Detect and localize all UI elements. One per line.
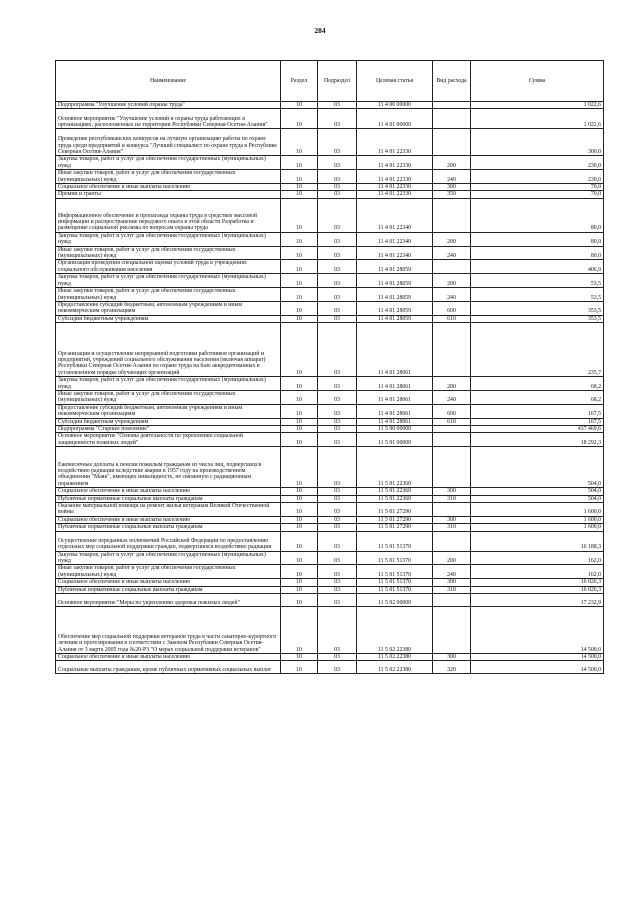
- cell-section: 10: [281, 503, 318, 517]
- cell-expense-type: [433, 109, 471, 129]
- cell-sum: 353,5: [471, 315, 604, 322]
- cell-name: Подпрограмма "Улучшение условий охраны труда": [56, 102, 281, 109]
- cell-sum: 16 188,3: [471, 531, 604, 551]
- cell-target-article: 11 5 01 51370: [357, 565, 433, 579]
- table-row: [56, 404, 604, 418]
- table-row: [56, 488, 604, 495]
- cell-target-article: 11 4 01 28059: [357, 274, 433, 288]
- cell-target-article: 11 4 01 22330: [357, 191, 433, 198]
- cell-expense-type: [433, 129, 471, 156]
- cell-target-article: 11 4 01 22340: [357, 246, 433, 260]
- cell-sum: 162,0: [471, 551, 604, 565]
- cell-subsection: 03: [318, 516, 357, 523]
- cell-section: 10: [281, 531, 318, 551]
- cell-subsection: 03: [318, 607, 357, 654]
- cell-name: Основное мероприятие "Меры по укреплению здоровья пожилых людей": [56, 594, 281, 607]
- cell-expense-type: [433, 433, 471, 447]
- cell-subsection: 03: [318, 418, 357, 425]
- cell-name: Организация и осуществление непрерывной подготовки работников организаций и предприятий, учреждений социального обслуживания населения (включая аппарат) Республики Северная Осетия-Алания по охране труда на базе аккредитованных в установленном порядке обучающих организаций: [56, 323, 281, 377]
- cell-section: 10: [281, 315, 318, 322]
- cell-expense-type: 310: [433, 524, 471, 531]
- cell-target-article: 11 5 01 27290: [357, 516, 433, 523]
- cell-name: Иные закупки товаров, работ и услуг для обеспечения государственных (муниципальных) нужд: [56, 246, 281, 260]
- cell-subsection: 03: [318, 301, 357, 315]
- cell-subsection: 03: [318, 404, 357, 418]
- cell-name: Предоставление субсидий бюджетным, автономным учреждениям и иным некоммерческим организациям: [56, 301, 281, 315]
- cell-sum: 300,0: [471, 129, 604, 156]
- cell-name: Социальное обеспечение и иные выплаты населению: [56, 184, 281, 191]
- table-row: [56, 191, 604, 198]
- cell-name: Подпрограмма "Старшее поколение": [56, 425, 281, 432]
- table-row: [56, 246, 604, 260]
- cell-expense-type: 320: [433, 661, 471, 674]
- cell-section: 10: [281, 425, 318, 432]
- cell-subsection: 03: [318, 531, 357, 551]
- cell-expense-type: 300: [433, 488, 471, 495]
- cell-section: 10: [281, 191, 318, 198]
- cell-subsection: 03: [318, 260, 357, 274]
- cell-section: 10: [281, 323, 318, 377]
- cell-expense-type: [433, 447, 471, 488]
- cell-target-article: 11 5 01 51370: [357, 586, 433, 593]
- cell-subsection: 03: [318, 288, 357, 302]
- cell-expense-type: 240: [433, 246, 471, 260]
- cell-sum: 53,5: [471, 274, 604, 288]
- cell-expense-type: [433, 503, 471, 517]
- cell-subsection: 03: [318, 390, 357, 404]
- cell-expense-type: 600: [433, 301, 471, 315]
- cell-subsection: 03: [318, 661, 357, 674]
- table-row: [56, 274, 604, 288]
- cell-expense-type: [433, 198, 471, 232]
- cell-name: Публичные нормативные социальные выплаты гражданам: [56, 495, 281, 502]
- cell-subsection: 03: [318, 586, 357, 593]
- header-sum: Сумма: [471, 61, 604, 102]
- cell-sum: 1 600,0: [471, 524, 604, 531]
- cell-expense-type: 600: [433, 404, 471, 418]
- cell-expense-type: 200: [433, 274, 471, 288]
- cell-section: 10: [281, 156, 318, 170]
- cell-section: 10: [281, 109, 318, 129]
- cell-sum: 68,2: [471, 377, 604, 391]
- cell-subsection: 03: [318, 447, 357, 488]
- cell-target-article: 11 4 01 00000: [357, 109, 433, 129]
- cell-subsection: 03: [318, 579, 357, 586]
- cell-name: Основное мероприятие "Основы деятельности по укреплению социальной защищенности пожилых людей": [56, 433, 281, 447]
- cell-subsection: 03: [318, 594, 357, 607]
- cell-target-article: 11 5 01 51370: [357, 531, 433, 551]
- cell-section: 10: [281, 102, 318, 109]
- cell-section: 10: [281, 418, 318, 425]
- cell-name: Иные закупки товаров, работ и услуг для обеспечения государственных (муниципальных) нужд: [56, 390, 281, 404]
- cell-section: 10: [281, 495, 318, 502]
- cell-target-article: 11 4 01 22330: [357, 184, 433, 191]
- cell-section: 10: [281, 129, 318, 156]
- table-row: [56, 301, 604, 315]
- cell-target-article: 11 5 00 00000: [357, 425, 433, 432]
- cell-target-article: 11 4 01 22330: [357, 170, 433, 184]
- header-section: Раздел: [281, 61, 318, 102]
- cell-name: Оказание материальной помощи на ремонт жилья ветеранам Великой Отечественной войны: [56, 503, 281, 517]
- table-row: [56, 503, 604, 517]
- cell-section: 10: [281, 404, 318, 418]
- cell-subsection: 03: [318, 488, 357, 495]
- cell-expense-type: 300: [433, 654, 471, 661]
- table-row: [56, 524, 604, 531]
- cell-subsection: 03: [318, 323, 357, 377]
- cell-expense-type: 310: [433, 586, 471, 593]
- budget-table: [55, 60, 604, 674]
- header-target-article: Целевая статья: [357, 61, 433, 102]
- cell-section: 10: [281, 390, 318, 404]
- cell-section: 10: [281, 551, 318, 565]
- cell-section: 10: [281, 246, 318, 260]
- cell-subsection: 03: [318, 198, 357, 232]
- cell-expense-type: [433, 323, 471, 377]
- cell-sum: 437 469,6: [471, 425, 604, 432]
- cell-name: Социальное обеспечение и иные выплаты населению: [56, 579, 281, 586]
- cell-target-article: 11 4 01 28059: [357, 288, 433, 302]
- cell-subsection: 03: [318, 191, 357, 198]
- cell-name: Организация проведения специальной оценки условий труда в учреждениях социального обслуживания населения: [56, 260, 281, 274]
- cell-sum: 1 600,0: [471, 503, 604, 517]
- cell-expense-type: 350: [433, 191, 471, 198]
- table-row: [56, 433, 604, 447]
- cell-name: Премии и гранты: [56, 191, 281, 198]
- cell-sum: 80,0: [471, 232, 604, 246]
- table-row: [56, 531, 604, 551]
- cell-section: 10: [281, 232, 318, 246]
- cell-expense-type: 240: [433, 390, 471, 404]
- table-row: [56, 418, 604, 425]
- cell-name: Закупка товаров, работ и услуг для обеспечения государственных (муниципальных) нужд: [56, 232, 281, 246]
- cell-target-article: 11 4 01 22340: [357, 232, 433, 246]
- table-row: [56, 516, 604, 523]
- table-row: [56, 661, 604, 674]
- cell-sum: 18 292,3: [471, 433, 604, 447]
- cell-sum: 53,5: [471, 288, 604, 302]
- cell-section: 10: [281, 301, 318, 315]
- cell-sum: 70,0: [471, 184, 604, 191]
- cell-section: 10: [281, 661, 318, 674]
- cell-sum: 14 500,0: [471, 654, 604, 661]
- cell-target-article: 11 5 02 22380: [357, 654, 433, 661]
- cell-section: 10: [281, 274, 318, 288]
- table-row: [56, 323, 604, 377]
- cell-sum: 68,2: [471, 390, 604, 404]
- table-body: [56, 102, 604, 674]
- cell-target-article: 11 4 00 00000: [357, 102, 433, 109]
- cell-expense-type: 610: [433, 418, 471, 425]
- cell-target-article: 11 4 01 22330: [357, 156, 433, 170]
- cell-target-article: 11 5 01 27290: [357, 503, 433, 517]
- table-row: [56, 260, 604, 274]
- cell-subsection: 03: [318, 129, 357, 156]
- cell-subsection: 03: [318, 377, 357, 391]
- cell-name: Закупка товаров, работ и услуг для обеспечения государственных (муниципальных) нужд: [56, 377, 281, 391]
- cell-expense-type: 300: [433, 579, 471, 586]
- cell-section: 10: [281, 586, 318, 593]
- cell-subsection: 03: [318, 156, 357, 170]
- cell-sum: 1 022,6: [471, 102, 604, 109]
- cell-expense-type: [433, 102, 471, 109]
- cell-section: 10: [281, 198, 318, 232]
- cell-sum: 230,0: [471, 170, 604, 184]
- cell-section: 10: [281, 565, 318, 579]
- table-row: [56, 102, 604, 109]
- cell-target-article: 11 4 01 22330: [357, 129, 433, 156]
- cell-section: 10: [281, 377, 318, 391]
- cell-section: 10: [281, 524, 318, 531]
- cell-subsection: 03: [318, 495, 357, 502]
- cell-expense-type: 200: [433, 377, 471, 391]
- table-row: [56, 315, 604, 322]
- cell-expense-type: 310: [433, 495, 471, 502]
- table-row: [56, 594, 604, 607]
- cell-name: Субсидии бюджетным учреждениям: [56, 418, 281, 425]
- cell-sum: 504,0: [471, 488, 604, 495]
- cell-sum: 353,5: [471, 301, 604, 315]
- cell-expense-type: [433, 425, 471, 432]
- header-expense-type: Вид расхода: [433, 61, 471, 102]
- cell-sum: 167,5: [471, 404, 604, 418]
- cell-sum: 80,0: [471, 198, 604, 232]
- table-row: [56, 607, 604, 654]
- cell-subsection: 03: [318, 565, 357, 579]
- cell-sum: 14 500,0: [471, 607, 604, 654]
- cell-sum: 70,0: [471, 191, 604, 198]
- cell-expense-type: 200: [433, 232, 471, 246]
- header-subsection: Подраздел: [318, 61, 357, 102]
- table-row: [56, 198, 604, 232]
- cell-target-article: 11 4 01 28059: [357, 260, 433, 274]
- cell-target-article: 11 5 01 51370: [357, 551, 433, 565]
- table-row: [56, 288, 604, 302]
- header-name: Наименование: [56, 61, 281, 102]
- cell-subsection: 03: [318, 184, 357, 191]
- cell-target-article: 11 4 01 28061: [357, 377, 433, 391]
- cell-sum: 504,0: [471, 495, 604, 502]
- cell-section: 10: [281, 654, 318, 661]
- cell-subsection: 03: [318, 551, 357, 565]
- cell-sum: 14 500,0: [471, 661, 604, 674]
- cell-sum: 504,0: [471, 447, 604, 488]
- cell-subsection: 03: [318, 524, 357, 531]
- cell-sum: 406,9: [471, 260, 604, 274]
- cell-section: 10: [281, 594, 318, 607]
- cell-target-article: 11 4 01 28061: [357, 390, 433, 404]
- cell-sum: 16 026,3: [471, 586, 604, 593]
- cell-name: Проведение республиканских конкурсов на лучшую организацию работы по охране труда среди предприятий и конкурса "Лучший специалист по охране труда в Республике Северная Осетия-Алания": [56, 129, 281, 156]
- cell-target-article: 11 5 01 22360: [357, 447, 433, 488]
- table-row: [56, 551, 604, 565]
- cell-target-article: 11 5 02 00000: [357, 594, 433, 607]
- cell-section: 10: [281, 579, 318, 586]
- table-row: [56, 425, 604, 432]
- cell-name: Осуществление переданных полномочий Российской Федерации по предоставлению отдельных мер социальной поддержки граждан, подвергшихся воздействию радиации: [56, 531, 281, 551]
- cell-target-article: 11 4 01 22340: [357, 198, 433, 232]
- cell-expense-type: 300: [433, 184, 471, 191]
- table-row: [56, 377, 604, 391]
- cell-name: Информационное обеспечение и пропаганда охраны труда в средствах массовой информации и распространение передового опыта в этой области Разработка и размещение социальной рекламы по вопросам охраны труда: [56, 198, 281, 232]
- cell-name: Социальное обеспечение и иные выплаты населению: [56, 488, 281, 495]
- table-row: [56, 232, 604, 246]
- cell-target-article: 11 5 02 22380: [357, 661, 433, 674]
- cell-target-article: 11 5 01 51370: [357, 579, 433, 586]
- cell-section: 10: [281, 447, 318, 488]
- cell-name: Обеспечение мер социальной поддержки ветеранов труда в части санаторно-курортного лечения и протезирования в соответствии с Законом Республики Северная Осетия-Алания от 3 марта 2005 года №20-РЗ "О мерах социальной поддержки ветеранов": [56, 607, 281, 654]
- cell-sum: 235,7: [471, 323, 604, 377]
- cell-target-article: 11 4 01 28061: [357, 323, 433, 377]
- cell-subsection: 03: [318, 503, 357, 517]
- table-row: [56, 447, 604, 488]
- cell-subsection: 03: [318, 170, 357, 184]
- table-row: [56, 170, 604, 184]
- cell-expense-type: 300: [433, 516, 471, 523]
- cell-name: Закупка товаров, работ и услуг для обеспечения государственных (муниципальных) нужд: [56, 274, 281, 288]
- page-number: 284: [314, 26, 326, 35]
- cell-target-article: 11 4 01 28059: [357, 315, 433, 322]
- cell-expense-type: [433, 607, 471, 654]
- cell-subsection: 03: [318, 232, 357, 246]
- table-row: [56, 129, 604, 156]
- cell-expense-type: [433, 594, 471, 607]
- cell-name: Иные закупки товаров, работ и услуг для обеспечения государственных (муниципальных) нужд: [56, 288, 281, 302]
- table-row: [56, 184, 604, 191]
- table-header-row: [56, 61, 604, 102]
- cell-sum: 230,0: [471, 156, 604, 170]
- cell-target-article: 11 5 01 27290: [357, 524, 433, 531]
- cell-target-article: 11 4 01 28059: [357, 301, 433, 315]
- table-row: [56, 156, 604, 170]
- cell-sum: 16 026,3: [471, 579, 604, 586]
- cell-name: Иные закупки товаров, работ и услуг для обеспечения государственных (муниципальных) нужд: [56, 170, 281, 184]
- cell-sum: 80,0: [471, 246, 604, 260]
- table-row: [56, 565, 604, 579]
- cell-target-article: 11 5 01 22360: [357, 495, 433, 502]
- table-row: [56, 579, 604, 586]
- cell-subsection: 03: [318, 102, 357, 109]
- cell-sum: 1 022,6: [471, 109, 604, 129]
- cell-section: 10: [281, 607, 318, 654]
- cell-subsection: 03: [318, 315, 357, 322]
- cell-name: Предоставление субсидий бюджетным, автономным учреждениям и иным некоммерческим организациям: [56, 404, 281, 418]
- cell-section: 10: [281, 260, 318, 274]
- cell-expense-type: 610: [433, 315, 471, 322]
- cell-name: Ежемесячные доплаты к пенсии пожилым гражданам из числа лиц, подвергшихся воздействию радиации вследствие аварии в 1957 году на производственном объединении "Маяк", имеющих инвалидность, не связанную с радиационным поражением: [56, 447, 281, 488]
- cell-expense-type: 200: [433, 551, 471, 565]
- cell-subsection: 03: [318, 425, 357, 432]
- cell-target-article: 11 4 01 28061: [357, 404, 433, 418]
- table-row: [56, 495, 604, 502]
- cell-section: 10: [281, 516, 318, 523]
- cell-name: Публичные нормативные социальные выплаты гражданам: [56, 586, 281, 593]
- table-row: [56, 586, 604, 593]
- table-row: [56, 654, 604, 661]
- cell-name: Социальные выплаты гражданам, кроме публичных нормативных социальных выплат: [56, 661, 281, 674]
- cell-subsection: 03: [318, 433, 357, 447]
- cell-expense-type: 240: [433, 170, 471, 184]
- cell-section: 10: [281, 433, 318, 447]
- cell-target-article: 11 4 01 28061: [357, 418, 433, 425]
- cell-name: Публичные нормативные социальные выплаты гражданам: [56, 524, 281, 531]
- cell-name: Социальное обеспечение и иные выплаты населению: [56, 516, 281, 523]
- cell-sum: 1 600,0: [471, 516, 604, 523]
- cell-section: 10: [281, 184, 318, 191]
- cell-name: Иные закупки товаров, работ и услуг для обеспечения государственных (муниципальных) нужд: [56, 565, 281, 579]
- cell-name: Социальное обеспечение и иные выплаты населению: [56, 654, 281, 661]
- cell-name: Закупка товаров, работ и услуг для обеспечения государственных (муниципальных) нужд: [56, 156, 281, 170]
- cell-expense-type: 240: [433, 565, 471, 579]
- cell-target-article: 11 5 01 00000: [357, 433, 433, 447]
- cell-expense-type: [433, 260, 471, 274]
- cell-expense-type: 200: [433, 156, 471, 170]
- cell-sum: 162,0: [471, 565, 604, 579]
- cell-subsection: 03: [318, 274, 357, 288]
- cell-target-article: 11 5 02 22380: [357, 607, 433, 654]
- cell-expense-type: [433, 531, 471, 551]
- cell-section: 10: [281, 288, 318, 302]
- cell-sum: 17 232,9: [471, 594, 604, 607]
- cell-subsection: 03: [318, 109, 357, 129]
- cell-target-article: 11 5 01 22360: [357, 488, 433, 495]
- cell-section: 10: [281, 488, 318, 495]
- cell-subsection: 03: [318, 246, 357, 260]
- cell-subsection: 03: [318, 654, 357, 661]
- cell-name: Субсидии бюджетным учреждениям: [56, 315, 281, 322]
- cell-expense-type: 240: [433, 288, 471, 302]
- cell-name: Закупка товаров, работ и услуг для обеспечения государственных (муниципальных) нужд: [56, 551, 281, 565]
- cell-sum: 167,5: [471, 418, 604, 425]
- cell-name: Основное мероприятие "Улучшение условий и охраны труда работающих в организациях, расположенных на территории Республики Северная Осетия-Алания": [56, 109, 281, 129]
- cell-section: 10: [281, 170, 318, 184]
- table-row: [56, 390, 604, 404]
- table-row: [56, 109, 604, 129]
